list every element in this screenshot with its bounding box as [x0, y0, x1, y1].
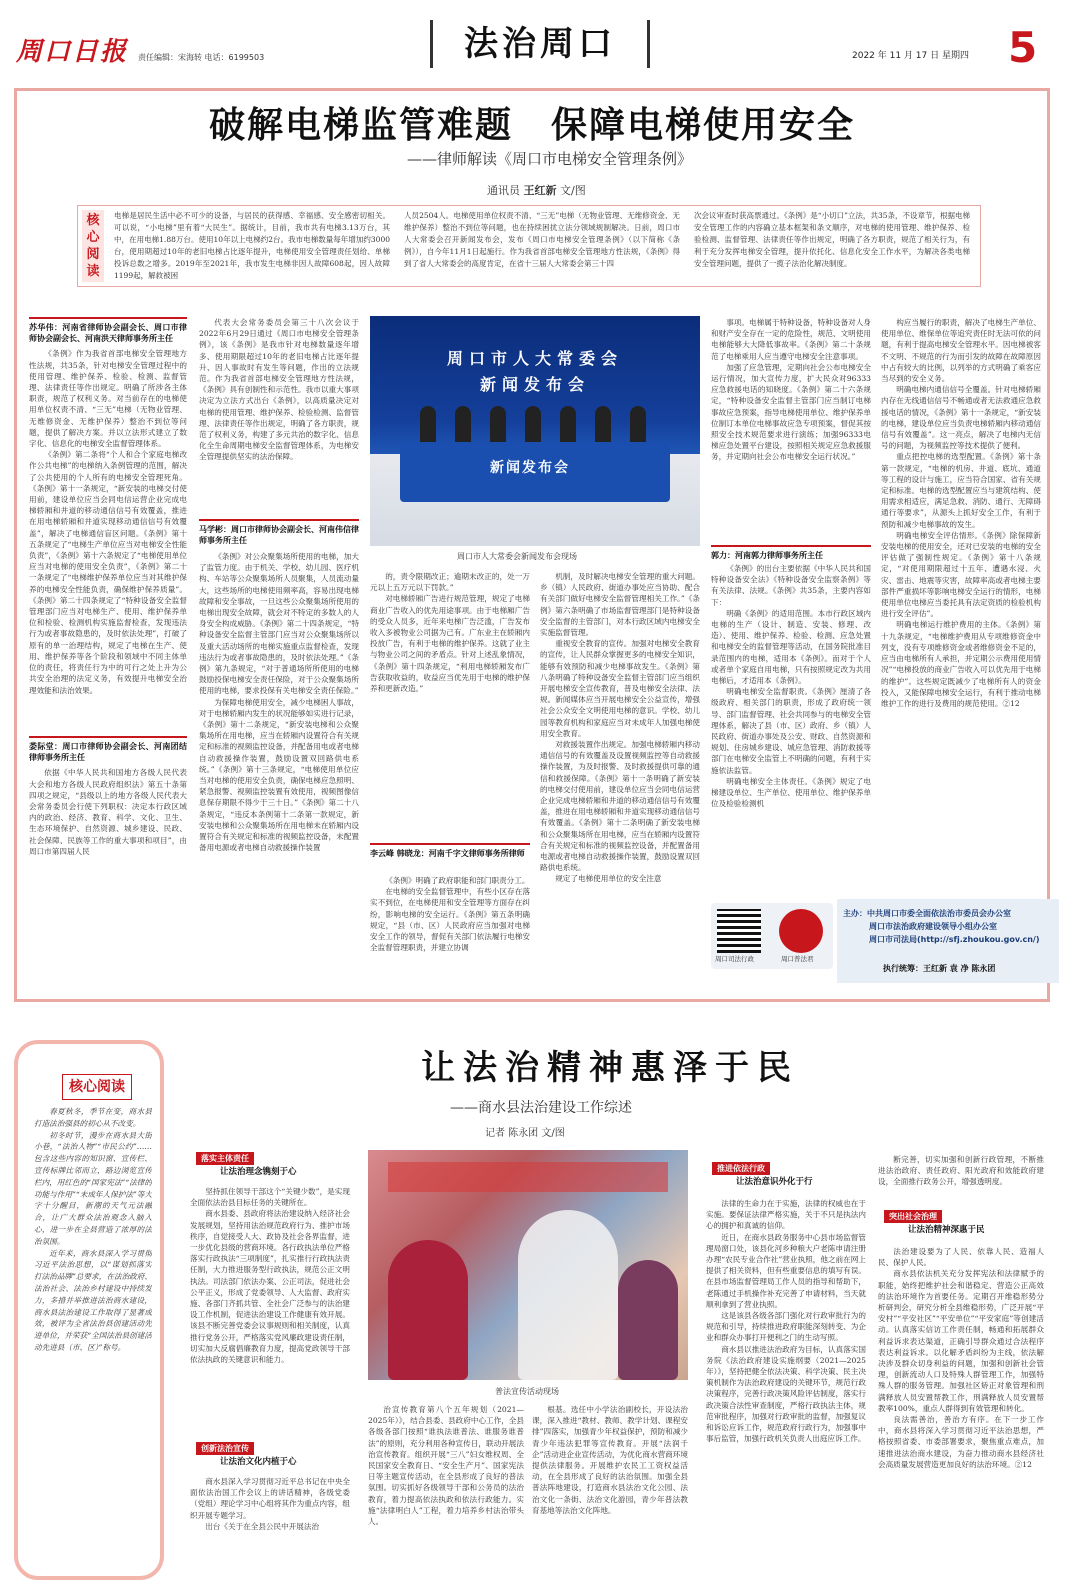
- photo-people: [410, 406, 660, 446]
- section-head-3: [712, 1162, 872, 1189]
- column-1b: [29, 736, 187, 994]
- paragraph: 断完善，切实加强和创新行政管理，不断推进法治政府、责任政府、阳光政府和效能政府建设，全面推行政务公开，增强透明度。: [878, 1155, 1044, 1187]
- paragraph: 良法需善治，善治方有序。在下一步工作中，商水县将深入学习贯彻习近平法治思想，严格按照省委、市委部署要求，聚焦重点难点，加速推进法治商水建设，为奋力推动商水县经济社会高质量发展营造更加良好的法治环境。②12: [878, 1415, 1044, 1469]
- paragraph: 近年来，商水县深入学习贯彻习近平法治思想，以“谋划抓落实 打法治品牌”总要求，在法治政府、法治社会、法治乡村建设中持续发力，多措并举推进法治商水建设，商水县法治建设工作取得了显著成效，被评为全省法治县创建活动先进单位，并荣获“全国法治县创建活动先进县（市、区）”称号。: [34, 1248, 152, 1352]
- article1-subhead: ——律师解读《周口市电梯安全管理条例》: [407, 150, 693, 168]
- paragraph: 治宣传教育第八个五年规划（2021—2025年）》，结合县委、县政府中心工作，全县各级各部门按照“谁执法谁普法、谁服务谁普法”的原则，充分利用各种宣传日，联动开展法治宣传教育。组织开展“三八”妇女维权周、全民国家安全教育日、“安全生产月”、国家宪法日等主题宣传活动，在全县形成了良好的普法氛围。切实抓好各级领导干部和公务员的法治教育，着力提高依法执政和依法行政能力。实施“法律明白人”工程，着力培养乡村法治带头人。: [368, 1405, 524, 1527]
- section-head-2: [196, 1442, 356, 1469]
- qr-code-1[interactable]: [717, 909, 761, 953]
- article1-headline: 破解电梯监管难题 保障电梯使用安全: [208, 104, 855, 146]
- section-chip: 落实主体责任: [196, 1152, 254, 1165]
- paragraph: 明确《条例》的适用范围。本市行政区域内电梯的生产（设计、制造、安装、修理、改造）、使用、维护保养、检验、检测、应急处置和电梯安全的监督管理等活动，在国务院批准目录范围内的电梯，适用本《条例》。而对于个人或者单个家庭自用电梯，只有按照规定改为共用电梯后，才适用本《条例》。: [711, 608, 871, 686]
- core-text-2: 人员2504人。电梯使用单位权责不清、“三无”电梯（无物业管理、无维修资金、无维护保养）整治不到位等问题，也在持续困扰立法分领域规制解决。日前，周口市人大常委会召开新闻发布会，发布《周口市电梯安全管理条例》（以下简称《条例》），自今年11月1日起施行。作为我省首部电梯安全管理地方性法规，《条例》得到了省人大常委会的高度肯定，在省十三届人大常委会第三十四: [404, 211, 680, 268]
- sponsor-line-3: 周口市司法局(http://sfj.zhoukou.gov.cn/): [869, 935, 1040, 944]
- paragraph: 根基。选任中小学法治副校长，开设法治课，深入推进“教材、教师、教学计划、课程安排”四落实，加强青少年权益保护，预防和减少青少年违法犯罪等宣传教育。开展“法润千企”活动进企业宣传活动，为优化商水营商环境提供法律服务。开展维护农民工工资权益活动，在全县形成了良好的法治氛围。加强全县普法阵地建设，打造商水县法治文化公园、法治文化一条街、法治文化游园，青少年普法教育基地等法治文化阵地。: [532, 1405, 688, 1515]
- author-guo-li: 郭力：河南郭力律师事务所主任: [711, 545, 871, 561]
- core-text-3: 次会议审查时获高票通过。《条例》是“小切口”立法，共35条，不设章节，根据电梯安全管理工作的内容确立基本框架和条文顺序，对电梯的使用管理、维护保养、检验检测、监督管理、法律责任等作出规定，明确了各方职责，规范了相关行为，有利于充分发挥电梯安全管理，提升依托化、信息化安全工作水平，为解决各类电梯安全管理问题，提供了一揽子法治化解决制度。: [694, 211, 970, 268]
- byline-role: 通讯员: [487, 184, 520, 197]
- paragraph: 为保障电梯使用安全，减少电梯困人事故，对于电梯轿厢内发生的状况能够如实进行记录，《条例》第十二条规定，“新安装电梯和公众聚集场所在用电梯，应当在轿厢内设置符合有关规定和标准的视频监控设备，并配备用电或者电梯自动救援操作装置，鼓励设置双回路供电系统。”《条例》第十三条规定，“电梯使用单位应当对电梯的使用安全负责，确保电梯应急照明、紧急报警、视频监控装置有效使用，视频图像信息保存期限不得少于三十日。”《条例》第二十八条规定，“违反本条例第十二条第一款规定，新安装电梯和公众聚集场所在用电梯未在轿厢内设置符合有关规定和标准的视频监控设备，未配置备用电源或者电梯自动救援操作装置: [199, 697, 359, 853]
- sponsor-line-2: 周口市法治政府建设领导小组办公室: [869, 922, 997, 931]
- paragraph: 春夏秋冬，季节在变，商水县打造法治强县的初心从不改变。: [34, 1107, 152, 1128]
- section-sub: 让法治精神深惠于民: [908, 1225, 985, 1235]
- paragraph: 构应当履行的职责，解决了电梯生产单位、使用单位、维保单位等追究责任时无法可依的问题，有利于提高电梯安全管理水平。因电梯被客不文明、不规范的行为而引发的故障在故障原因中占有较大的比例，以列举的方式明确了乘客应当尽到的安全义务。: [881, 318, 1041, 384]
- paragraph: 商水县深入学习贯彻习近平总书记在中央全面依法治国工作会议上的讲话精神，各级党委（党组）理论学习中心组将其作为重点内容，组织开展专题学习。: [190, 1477, 350, 1520]
- paragraph: 明确电梯安全监督职责。《条例》厘清了各级政府、相关部门的职责，形成了政府统一领导、部门监督管理、社会共同参与的电梯安全管理体系，解决了县（市、区）政府、乡（镇）人民政府、街道办事处及公安、财政、自然资源和规划、住房城乡建设、城应急管理、消防救援等部门在电梯安全监管上不明确的问题，有利于实施依法监管。: [711, 687, 871, 775]
- sidebar-tag: 核心阅读: [62, 1074, 132, 1100]
- paragraph: 出台《关于在全县公民中开展法治: [205, 1521, 320, 1531]
- article2-column-5b: [878, 1246, 1044, 1582]
- column-2: [199, 317, 359, 513]
- article2-headline: 让法治精神惠泽于民: [421, 1048, 799, 1088]
- section-title: 法治周口: [430, 20, 650, 68]
- column-5: [711, 317, 871, 541]
- paragraph: 《条例》第二条将“个人和合个家庭电梯改作公共电梯”的电梯纳入条例管理的范围，解决了公共使用的个人所有的电梯安全管理死角。《条例》第十一条规定，“新安装的电梯交付使用前，建设单位应当会同电信运营企业完成电梯轿厢和井道的移动通信信号有效覆盖，推进在用电梯轿厢和井道实现移动通信信号有效覆盖”，解决了电梯通信盲区问题。《条例》第十五条规定了“电梯生产单位应当对电梯安全性能负责”，《条例》第十六条规定了“电梯使用单位应当对电梯的使用安全负责”，《条例》第二十一条规定了“电梯维护保养单位应当对其维护保养的电梯安全性能负责，确保维护保养质量”。《条例》第二十四条规定了“特种设备安全监督管理部门应当对电梯生产、使用、维护保养单位和检验、检测机构实施监督检查，发现违法行为或者事故隐患的，及时依法处理”，打破了原有的单一治理结构，规定了电梯在生产、使用、维护保养等各个阶段和领域中不同主体单位的责任，将责任行为中的可行之处上升为公共安全治理的法定义务，有效提升电梯安全治理效能和法治效果。: [29, 450, 187, 695]
- paragraph: 商水县依法机关充分发挥宪法和法律赋予的职能，始终把维护社会和谐稳定、营造公正高效的法治环境作为首要任务。定期召开维稳形势分析研判会，研究分析全县维稳形势，广泛开展“平安村”“平安社区”“平安单位”“平安家庭”等创建活动。认真落实信访工作责任制，畅通和拓展群众利益诉求表达渠道，正确引导群众通过合法程序表达利益诉求。以化解矛盾纠纷为主线，依法解决涉及群众切身利益的问题，加强和创新社会管理，创新流动人口及特殊人群管理工作，加强特殊人群的服务管理。加强社区矫正对象管理和刑满释放人员安置帮教工作，刑满释放人员安置帮教率100%，重点人群得到有效管理和转化。: [878, 1269, 1044, 1413]
- article-elevator-safety: [14, 88, 1050, 1002]
- paragraph: 重点把控电梯的选型配置。《条例》第十条第一款规定，“电梯的机房、井道、底坑、通道等工程的设计与施工，应当符合国家、省有关规定和标准。电梯的选型配置应当与建筑结构、使用需求相适应，满足急救、消防、通行、无障碍通行等要求”，从源头上抓好安全工作，有利于预防和减少电梯事故的发生。: [881, 452, 1041, 529]
- paragraph: 《条例》的出台主要依据《中华人民共和国特种设备安全法》《特种设备安全监察条例》等有关法律、法规。《条例》共35条，主要内容如下：: [711, 564, 871, 607]
- paragraph: 明确电梯安全评估情形。《条例》除保障新安装电梯的使用安全，还对已安装的电梯的安全评估做了强制性规定。《条例》第十八条规定，“对使用期限超过十五年、遭遇水浸、火灾、雷击、地震等灾害，故障率高或者电梯主要部件严重损坏等影响电梯安全运行的情形，电梯使用单位电梯应当委托具有法定资质的检验机构进行安全评估”。: [881, 530, 1041, 619]
- column-1: [29, 317, 187, 731]
- section-sub: 让法治理念镌刻于心: [220, 1167, 297, 1177]
- section-chip: 突出社会治理: [884, 1210, 942, 1223]
- paragraph: 对救援装置作出规定。加强电梯轿厢内移动通信信号的有效覆盖及设置视频监控等自动救援操作装置，为及时报警、及时救援提供可靠的通信和救援保障。《条例》第十一条明确了新安装的电梯交付使用前，建设单位应当会同电信运营企业完成电梯轿厢和井道的移动通信信号有效覆盖，推进在用电梯轿厢和井道实现移动通信信号有效覆盖。《条例》第十二条明确了新安装电梯和公众聚集场所在用电梯，应当在轿厢内设置符合有关规定和标准的视频监控设备，并配置备用电源或者电梯自动救援操作装置，鼓励设置双回路供电系统。: [540, 740, 700, 873]
- press-conference-photo: [370, 316, 700, 546]
- article2-column-1b: [190, 1476, 350, 1582]
- paragraph: 法治建设要为了人民、依靠人民、造福人民、保护人民。: [878, 1247, 1044, 1268]
- masthead: [0, 0, 1080, 80]
- paragraph: 明确电梯内通信信号全覆盖。针对电梯轿厢内存在无线通信信号不畅通或者无法救通应急救援电话的情况，《条例》第十一条规定，“新安装的电梯，建设单位应当负责电梯轿厢内移动通信信号有效覆盖”。这一亮点，解决了电梯内无信号的问题，为视频监控等技术提供了便利。: [881, 385, 1041, 451]
- issue-date: 2022 年 11 月 17 日 星期四: [852, 51, 969, 61]
- author-ma-xuebin: 马学彬：周口市律师协会副会长、河南伟信律师事务所主任: [199, 519, 359, 546]
- column-3: [370, 571, 530, 871]
- editor-info: 责任编辑：宋海转 电话：6199503: [138, 53, 265, 62]
- paragraph: 《条例》明确了政府职能和部门职责分工。: [385, 876, 530, 885]
- paragraph: 明确电梯运行维护费用的主体。《条例》第十九条规定，“电梯维护费用从专项维修资金中列支，没有专项维修资金或者维修资金不足的，应当由电梯所有人承担，并定期公示费用使用情况”“电梯投放的商业广告收入可以优先用于电梯的维护”。这些规定既减少了电梯所有人的资金投入，又能保障电梯安全运行，有利于推动电梯维护工作的进行及费用的规范使用。②12: [881, 620, 1041, 708]
- core-text-1: 电梯是居民生活中必不可少的设备，与居民的获得感、幸福感、安全感密切相关。可以说，“小电梯”里有着“大民生”。据统计，目前，我市共有电梯3.13万台，其中，在用电梯1.88万台。使用10年以上电梯约2台。我市电梯数量每年增加约3000台，使用期超过10年的老旧电梯占比逐年提升，电梯使用安全管理责任划给、单梯投诉总数之增多。2019年至2021年，我市发生电梯非因人故障608起，因人故障1199起，解救被困: [114, 211, 390, 280]
- section-head-1: [196, 1152, 356, 1179]
- paragraph: 这是该县各级各部门强化对行政审批行为的规范和引导，持续推进政府职能深刻转变、为企业和群众办事打开便利之门的生动写照。: [706, 1311, 866, 1343]
- paragraph: 初冬时节，漫步在商水县大街小巷，“法治人物”“市民公约”……包含这些内容的知识窗、宣传栏、宣传标牌比邻而立，路边浏览宣传栏内，用红色的“国家宪法”“法律的功能与作用”“未成年人保护法”等大字十分醒目，新潮的天气元法融合，让广大群众法治观念入脑入心，进一步在全县营造了浓厚的法治氛围。: [34, 1130, 152, 1246]
- paragraph: 法律的生命力在于实施，法律的权威也在于实施。要保证法律严格实施，关于不只是执法内心的拥护和真诚的信仰。: [706, 1199, 866, 1231]
- article2-column-5: [878, 1154, 1044, 1206]
- core-reading-box: [77, 205, 981, 287]
- paragraph: 机制，及时解决电梯安全管理的重大问题。乡（镇）人民政府、街道办事处应当协助、配合有关部门做好电梯安全监督管理相关工作。”《条例》第六条明确了市场监督管理部门是特种设备安全监督的主管部门，对本行政区域内电梯安全实施监督管理。: [540, 572, 700, 638]
- byline-name: 王红新: [523, 184, 557, 197]
- section-chip: 推进依法行政: [712, 1162, 770, 1175]
- qr-label-1: 周口司法行政: [715, 955, 754, 963]
- column-3b: [370, 875, 530, 995]
- page-number: 5: [1008, 23, 1038, 72]
- paragraph: 对电梯轿厢广告进行规范管理，规定了电梯商业广告收入的优先用途事项。由于电梯厢广告的受众人员多，近年来电梯广告泛滥，广告发布收入多被物业公司据为己有。广东业主在轿厢内投放广告，有利于电梯的维护保养。这就了业主与物业公司之间的矛盾点。针对上述乱象情况，《条例》第十四条规定，“利用电梯轿厢发布广告获取收益的，收益应当优先用于电梯的维护保养和更新改造。”: [370, 594, 530, 694]
- article2-column-3: [532, 1404, 688, 1582]
- article2-column-1: [190, 1186, 350, 1436]
- article2-byline: 记者 陈永团 文/图: [485, 1128, 565, 1139]
- section-head-4: [884, 1210, 1044, 1237]
- article1-byline: [487, 183, 586, 199]
- paragraph: 《条例》对公众聚集场所使用的电梯，加大了监管力度。由于机关、学校、幼儿园、医疗机构、车站等公众聚集场所人员聚集，人员流动量大，这些场所的电梯使用频率高，容易出现电梯故障和安全事故，一旦这些公众聚集场所使用的电梯出现安全故障，就会对不特定的多数人的人身安全构成威胁。《条例》第二十四条规定，“特种设备安全监督主管部门应当对公众聚集场所以及重大活动场所的电梯实施重点监督检查，发现违法行为或者事故隐患的，及时依法处理。”《条例》第九条规定，“对于普通场所所使用的电梯鼓励投保电梯安全责任保险，对于公众聚集场所使用的电梯，要求投保有关电梯安全责任保险。”: [199, 552, 359, 696]
- executive-editors: 执行统筹：王红新 袁 净 陈永团: [883, 964, 996, 973]
- qr-code-area: [711, 903, 833, 969]
- photo-desk-label: 新闻发布会: [490, 460, 570, 476]
- photo-banner-text: 周口市人大常委会新闻发布会: [446, 349, 623, 394]
- article2-column-4: [706, 1198, 866, 1582]
- paragraph: 代表大会常务委员会第三十八次会议于2022年6月29日通过《周口市电梯安全管理条例》，该《条例》是我市针对电梯数量逐年增多、使用期限超过10年的老旧电梯占比逐年提升、因人事故时有发生等问题，作出的立法规范。作为我省首部电梯安全管理地方性法规，《条例》具有创制性和示范性。我市以重大事项决定为立法方式出台《条例》，以高质量决定对电梯的使用管理、维护保养、检验检测、监督管理、法律责任等作出规定，明确了各方职责，规范了权利义务，构建了多元共治的数字化、信息化全生命周期电梯安全监督管理体系，为电梯安全管理提供坚实的法治保障。: [199, 318, 359, 462]
- paragraph: 坚持抓住领导干部这个“关键少数”，是实现全面依法治县目标任务的关键所在。: [190, 1187, 350, 1208]
- sidebar-text: [34, 1106, 152, 1576]
- section-sub: 让法治意识外化于行: [736, 1177, 813, 1187]
- core-reading-tag: 核心阅读: [82, 210, 104, 282]
- newspaper-logo: 周口日报: [16, 37, 129, 67]
- paragraph: 的，责令限期改正；逾期未改正的，处一万元以上五万元以下罚款。”: [370, 572, 530, 593]
- paragraph: 加强了应急管理，定期向社会公布电梯安全运行情况，加大宣传力度，扩大民众对96333应急救援电话的知晓度。《条例》第二十六条规定，“特种设备安全监督主管部门应当制订电梯事故应急预案，指导电梯使用单位、维护保养单位制订本单位电梯事故应急专项预案，督促其按照安全技术规范要求进行演练；加强96333电梯应急处置平台建设，按照相关规定应急救援服务，并定期向社会公布电梯安全运行状况。”: [711, 362, 871, 462]
- column-2b: [199, 551, 359, 995]
- paragraph: 重视安全教育的宣传。加强对电梯安全教育的宣传，让人民群众掌握更多的电梯安全知识，能够有效预防和减少电梯事故发生。《条例》第八条明确了特种设备安全监督主管部门应当组织开展电梯安全宣传教育，普及电梯安全法律、法规。新闻媒体应当开展电梯安全公益宣传，增强社会公众安全文明使用电梯的意识。学校、幼儿园等教育机构和家庭应当对未成年人加强电梯使用安全教育。: [540, 639, 700, 738]
- qr-code-2[interactable]: [779, 909, 823, 953]
- byline-suffix: 文/图: [560, 184, 586, 197]
- paragraph: 近日，在商水县政务服务中心县市场监督管理局窗口处，该县化河乡种粮大户老陈申请注册办理“农民专业合作社”营业执照，他之前在网上提供了相关资料，但有些重要信息的填写有误。在县市场监督管理局工作人员的指导和帮助下，老陈通过手机操作补充完善了申请材料，当天就顺利拿到了营业执照。: [706, 1232, 866, 1309]
- paragraph: 在电梯的安全监督管理中，有些小区存在落实不到位，在电梯使用和安全管理等方面存在纠纷，影响电梯的安全运行。《条例》第五条明确规定，“县（市、区）人民政府应当加强对电梯安全工作的领导，督促有关部门依法履行电梯安全监督管理职责，并建立协调: [370, 887, 530, 953]
- paragraph: 事项。电梯属于特种设备，特种设备对人身和财产安全存在一定的危险性，规范、文明使用电梯能够大大降低事故率。《条例》第二十条规范了电梯乘用人应当遵守电梯安全注意事项。: [711, 318, 871, 361]
- author-su-huawei: 苏华伟：河南省律师协会副会长、周口市律师协会副会长、河南洪天律师事务所主任: [29, 317, 187, 344]
- paragraph: 依据《中华人民共和国地方各级人民代表大会和地方各级人民政府组织法》第五十条第四项之规定，“县级以上的地方各级人民代表大会常务委员会行使下列职权：决定本行政区域内的政治、经济、教育、科学、文化、卫生、生态环境保护、自然资源、城乡建设、民政、社会保障、民族等工作的重大事项和项目”，由周口市第四届人民: [29, 768, 187, 856]
- law-promotion-photo: [368, 1150, 688, 1380]
- photo2-caption: 普法宣传活动现场: [495, 1387, 559, 1396]
- paragraph: 商水县委、县政府将法治建设纳入经济社会发展规划，坚持用法治规范政府行为、推护市场秩序，自觉接受人大、政协及社会各界监督，进一步优化县级的营商环境。各行政执法单位严格落实行政执法“三项制度”，扎实推行行政执法责任制，大力推进服务型行政执法，规范公正文明执法。司法部门依法办案、公正司法，促进社会公平正义，形成了党委领导、人大监督、政府实施、各部门齐抓共管、全社会广泛参与的法治建设工作机制，促进法治建设工作健康有效开展。该县不断完善党委会议事规则和相关制度，认真推行党务公开，严格落实党风廉政建设责任制，切实加大反腐倡廉教育力度，提高党政领导干部依法执政的关键意识和能力。: [190, 1209, 350, 1365]
- qr-label-2: 周口普法君: [781, 955, 814, 963]
- core-reading-sidebar: [14, 1040, 164, 1580]
- paragraph: 商水县以推进法治政府为目标，认真落实国务院《法治政府建设实施纲要（2021—2025年）》，坚持把健全依法决策、科学决策、民主决策机制作为法治政府建设的关键环节，规范行政决策程序，完善行政决策风险评估制度，落实行政决策合法性审查制度，严格行政执法主体，规范审批程序，加强对行政审批的监督，加强复议和诉讼应诉工作，规范政府行政行为，加强事中事后监管，加强行政机关负责人出庭应诉工作。: [706, 1344, 866, 1444]
- author-li-yunfeng: 李云峰 韩晓龙：河南千字文律师事务所律师: [370, 843, 530, 859]
- paragraph: 《条例》作为我省首部电梯安全管理地方性法规，共35条，针对电梯安全管理过程中的使用管理、维护保养、检验、检测、监督管理、法律责任等作出规定。明确了所涉各主体职责，规范了权利义务。对当前存在的电梯使用单位权责不清、“三无”电梯（无物业管理、无维修资金、无维护保养）整治不到位等问题，提供了解决方案。并以立法形式建立了数字化、信息化的电梯安全监督管理体系。: [29, 349, 187, 449]
- column-6: [881, 317, 1041, 895]
- section-sub: 让法治文化内植于心: [220, 1457, 297, 1467]
- sponsor-line-1: 主办：中共周口市委全面依法治市委员会办公室: [843, 909, 1011, 918]
- photo1-caption: 周口市人大常委会新闻发布会现场: [457, 552, 577, 561]
- article2-subhead: ——商水县法治建设工作综述: [450, 1100, 632, 1116]
- section-chip: 创新法治宣传: [196, 1442, 254, 1455]
- column-4: [540, 571, 700, 995]
- paragraph: 规定了电梯使用单位的安全注意: [555, 874, 662, 884]
- paragraph: 明确电梯安全主体责任。《条例》规定了电梯建设单位、生产单位、使用单位、维护保养单位及检验检测机: [711, 776, 871, 809]
- article2-column-2: [368, 1404, 524, 1582]
- column-5b: [711, 563, 871, 895]
- author-lou-jitang: 娄际堂：周口市律师协会副会长、河南团结律师事务所主任: [29, 736, 187, 763]
